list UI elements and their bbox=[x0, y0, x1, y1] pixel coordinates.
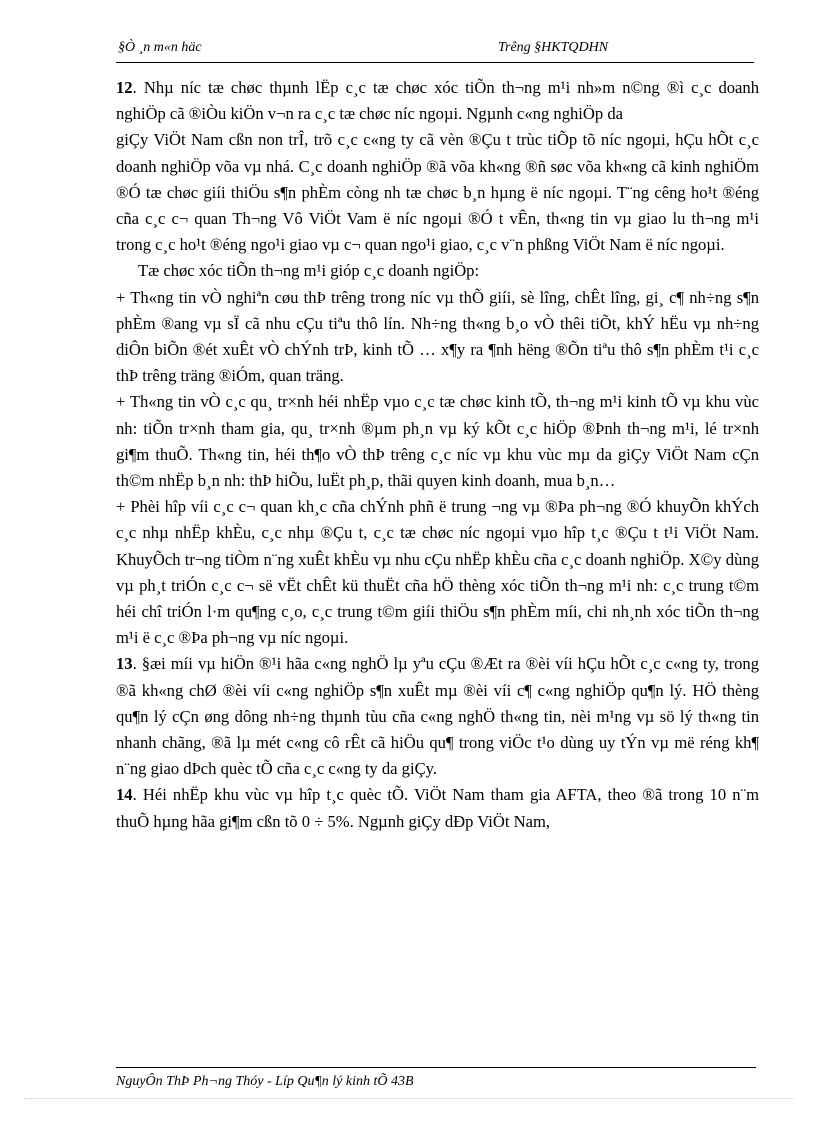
paragraph-14-text: . Héi nhËp khu vùc vµ hîp t¸c quèc tÕ. ViÖt Nam tham gia AFTA, theo ®ã trong 10 n¨m thuÕ hµng hãa gi¶m cßn tõ 0 ÷ 5%. Ngµnh giÇy dÐp ViÖt Nam, bbox=[116, 785, 759, 831]
paragraph-14 bbox=[116, 782, 759, 834]
paragraph-13 bbox=[116, 651, 759, 782]
item-number-14: 14 bbox=[116, 785, 133, 805]
footer-author-text: NguyÔn ThÞ Ph¬ng Thóy - Líp Qu¶n lý kinh tÕ 43B bbox=[116, 1074, 414, 1089]
document-body bbox=[116, 75, 759, 835]
page-header bbox=[116, 38, 754, 63]
bullet-market-information: + Th«ng tin vÒ nghiªn cøu thÞ trêng trong níc vµ thÕ giíi, sè lîng, chÊt lîng, gi¸ c¶ nh÷ng s¶n phÈm ®ang vµ sÏ cã nhu cÇu tiªu thô lín. Nh÷ng th«ng b¸o vÒ thêi tiÕt, khÝ hËu vµ nh÷ng diÔn biÕn ®ét xuÊt vÒ chÝnh trÞ, kinh tÕ … x¶y ra ¶nh hëng ®Õn tiªu thô s¶n phÈm t¹i c¸c thÞ trêng träng ®iÓm, quan träng. bbox=[116, 287, 759, 386]
paragraph-12 bbox=[116, 75, 759, 127]
bullet-agency-coordination: + Phèi hîp víi c¸c c¬ quan kh¸c cña chÝnh phñ ë trung ¬ng vµ ®Þa ph¬ng ®Ó khuyÕn khÝch c¸c nhµ nhËp khÈu, c¸c nhµ ®Çu t, c¸c tæ chøc níc ngoµi vµo hîp t¸c ®Çu t t¹i ViÖt Nam. KhuyÕch tr¬ng tiÒm n¨ng xuÊt khÈu vµ nhu cÇu nhËp khÈu cña c¸c doanh nghiÖp. X©y dùng vµ ph¸t triÓn c¸c c¬ së vËt chÊt kü thuËt cña hÖ thèng xóc tiÕn th¬ng m¹i nh: c¸c trung t©m héi chî triÓn l·m qu¶ng c¸o, c¸c trung t©m giíi thiÖu s¶n phÈm míi, chi nh¸nh xóc tiÕn th¬ng m¹i ë c¸c ®Þa ph¬ng vµ níc ngoµi. bbox=[116, 497, 759, 648]
page-bottom-divider bbox=[24, 1098, 794, 1099]
paragraph-13-text: . §æi míi vµ hiÖn ®¹i hãa c«ng nghÖ lµ yªu cÇu ®Æt ra ®èi víi hÇu hÕt c¸c c«ng ty, trong ®ã kh«ng chØ ®èi víi c«ng nghiÖp s¶n xuÊt mµ ®èi víi c¶ c«ng nghiÖp qu¶n lý. HÖ thèng qu¶n lý cÇn øng dông nh÷ng thµnh tùu cña c«ng nghÖ th«ng tin, nèi m¹ng vµ sö lý th«ng tin nhanh chãng, ®ã lµ mét c«ng cô rÊt cã hiÖu qu¶ trong viÖc t¹o dùng uy tÝn vµ më réng kh¶ n¨ng giao dÞch quèc tÕ cña c¸c c«ng ty da giÇy. bbox=[116, 654, 759, 779]
header-right-text: Trêng §HKTQDHN bbox=[498, 40, 609, 55]
paragraph-12-text: . Nhµ níc tæ chøc thµnh lËp c¸c tæ chøc xóc tiÕn th¬ng m¹i nh»m n©ng ®ì c¸c doanh nghiÖp cã ®iÒu kiÖn v¬n ra c¸c tæ chøc níc ngoµi. Ngµnh c«ng nghiÖp da bbox=[116, 78, 759, 124]
paragraph-trade-promotion-intro: Tæ chøc xóc tiÕn th¬ng m¹i gióp c¸c doanh ngiÖp: bbox=[138, 261, 480, 281]
bullet-integration-information: + Th«ng tin vÒ c¸c qu¸ tr×nh héi nhËp vµo c¸c tæ chøc kinh tÕ, th¬ng m¹i kinh tÕ vµ khu vùc nh: tiÕn tr×nh tham gia, qu¸ tr×nh ®µm ph¸n vµ ký kÕt c¸c hiÖp ®Þnh th¬ng m¹i, lé tr×nh gi¶m thuÕ. Th«ng tin, héi th¶o vÒ thÞ trêng c¸c níc vµ khu vùc mµ da giÇy ViÖt Nam cÇn th©m nhËp b¸n nh: thÞ hiÕu, luËt ph¸p, thãi quyen kinh doanh, mua b¸n… bbox=[116, 392, 759, 491]
item-number-12: 12 bbox=[116, 78, 133, 97]
header-left-text: §Ò ¸n m«n häc bbox=[118, 40, 202, 55]
paragraph-12-continued: giÇy ViÖt Nam cßn non trÎ, trõ c¸c c«ng ty cã vèn ®Çu t trùc tiÕp tõ níc ngoµi, hÇu hÕt c¸c doanh nghiÖp võa vµ nhá. C¸c doanh nghiÖp ®ã võa kh«ng ®ñ søc võa kh«ng cã kinh nghiÖm ®Ó tæ chøc giíi thiÖu s¶n phÈm còng nh tæ chøc b¸n hµng ë níc ngoµi. T¨ng cêng ho¹t ®éng cña c¸c c¬ quan Th¬ng Vô ViÖt Vam ë níc ngoµi ®Ó t vÊn, th«ng tin vµ giao lu th¬ng m¹i trong c¸c ho¹t ®éng ngo¹i giao vµ c¬ quan ngo¹i giao, c¸c v¨n phßng ViÖt Nam ë níc ngoµi. bbox=[116, 130, 759, 255]
item-number-13: 13 bbox=[116, 654, 133, 674]
page-footer bbox=[116, 1067, 756, 1090]
